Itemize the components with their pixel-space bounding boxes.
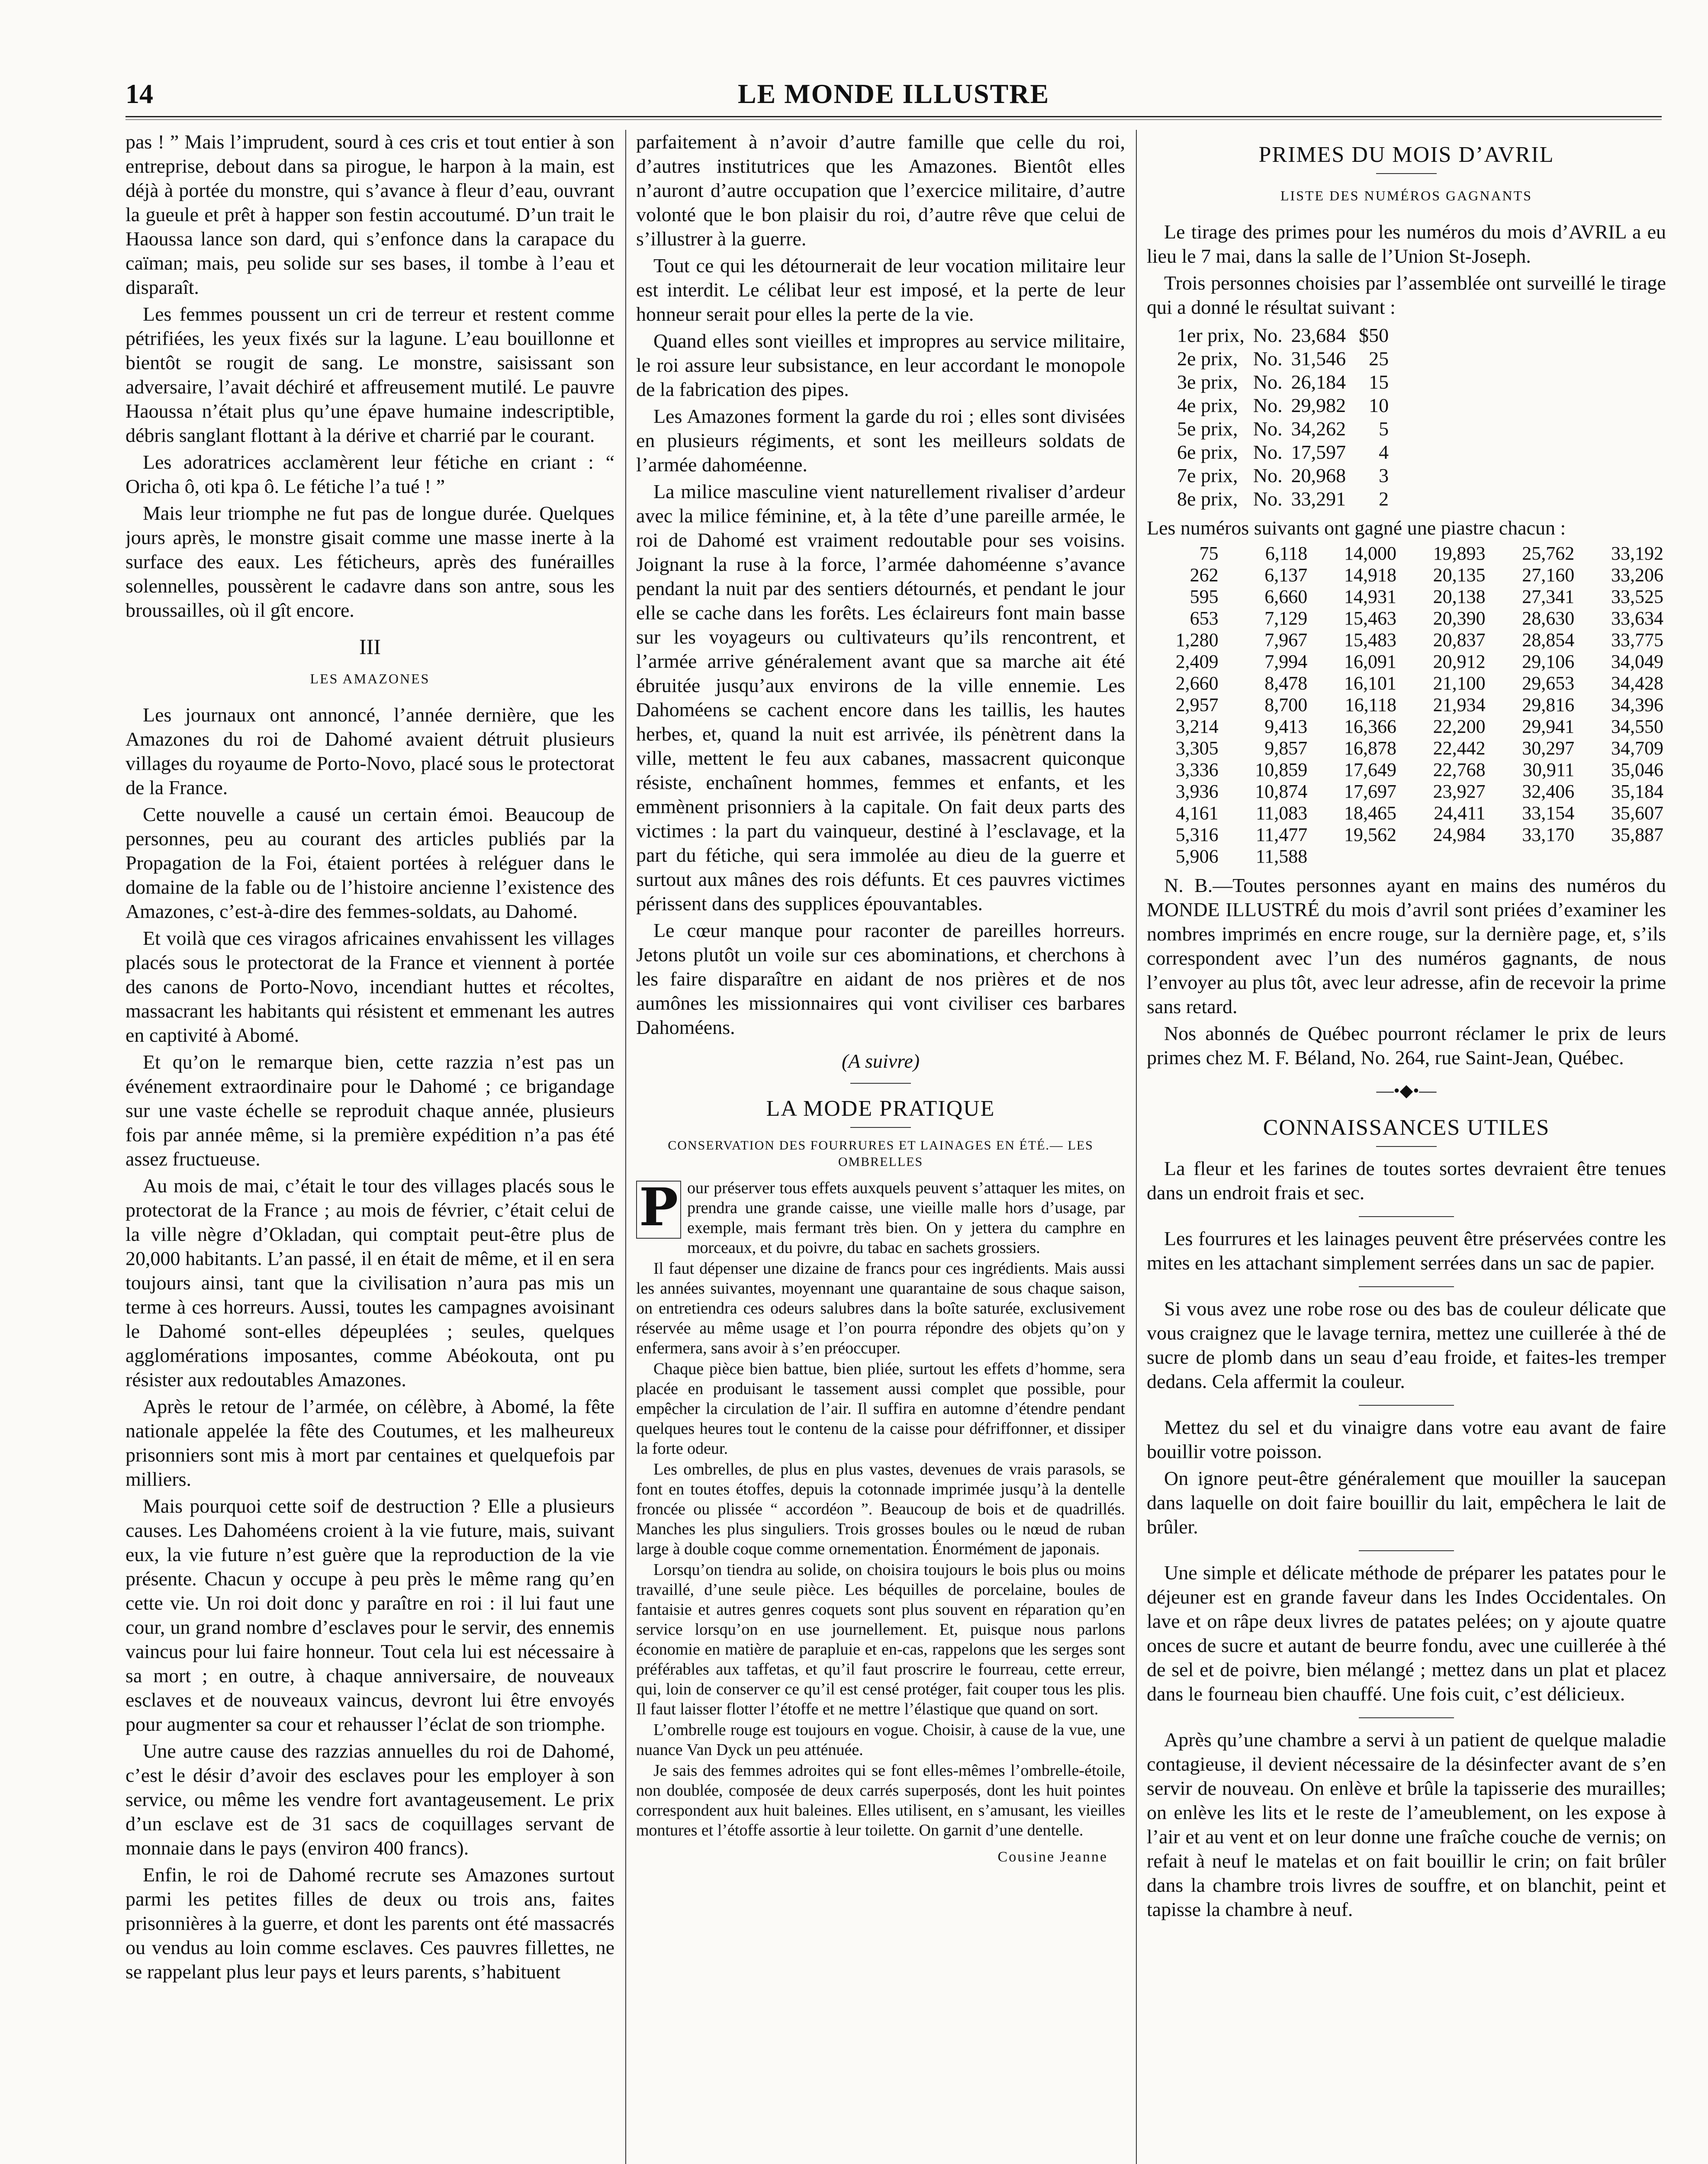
winning-number: 35,887 [1611, 824, 1663, 845]
winning-number: 20,138 [1433, 586, 1486, 607]
winning-number: 29,653 [1522, 673, 1575, 694]
prize-rank: 1er prix, [1177, 324, 1245, 346]
page-header [125, 78, 1662, 117]
divider [850, 1127, 911, 1128]
number-row [1147, 716, 1666, 737]
paragraph: Mais leur triomphe ne fut pas de longue durée. Quelques jours après, le monstre gisait comme une masse inerte à la surface des eaux. Les féticheurs, après des funérailles solennelles, poussèrent le cadavre dans son antre, sous les broussailles, où il gît encore. [125, 502, 614, 621]
winning-number: 24,411 [1434, 802, 1486, 824]
paragraph: L’ombrelle rouge est toujours en vogue. Choisir, à cause de la vue, une nuance Van Dyck un peu atténuée. [636, 1721, 1125, 1759]
prize-amount: $50 [1359, 324, 1389, 346]
prize-row [1173, 417, 1393, 441]
winning-number: 11,588 [1255, 846, 1308, 867]
winning-number [1310, 846, 1399, 867]
prize-row [1173, 441, 1393, 464]
number-row [1147, 781, 1666, 802]
mode-subhead: CONSERVATION DES FOURRURES ET LAINAGES EN ÉTÉ.— LES OMBRELLES [668, 1138, 1094, 1169]
winning-number: 27,160 [1522, 564, 1575, 586]
winning-number: 10,874 [1255, 781, 1308, 802]
signature: Cousine Jeanne [997, 1849, 1108, 1865]
drop-cap: P [636, 1181, 681, 1239]
winning-number: 7,994 [1264, 651, 1308, 672]
list-subhead: LISTE DES NUMÉROS GAGNANTS [1280, 188, 1532, 203]
winning-number: 6,660 [1264, 586, 1308, 607]
prize-number: 29,982 [1291, 394, 1346, 416]
number-row [1147, 824, 1666, 846]
winning-number: 2,409 [1175, 651, 1219, 672]
winning-number: 3,936 [1175, 781, 1219, 802]
ornament-icon: —•◆•— [1376, 1081, 1437, 1100]
paragraph: Il faut dépenser une dizaine de francs pour ces ingrédients. Mais aussi les années suivantes, moyennant une quarantaine de sous chaque saison, on entretiendra ces odeurs salubres dans la boîte saturée, exclusivement réservée au même usage et l’on pourra répondre des objets qu’on y enfermera, sans avoir à s’en préoccuper. [636, 1259, 1125, 1357]
prize-amount: 2 [1379, 488, 1389, 510]
paragraph: Le tirage des primes pour les numéros du mois d’AVRIL a eu lieu le 7 mai, dans la salle de l’Union St-Joseph. [1147, 221, 1666, 267]
divider [1359, 1286, 1454, 1287]
prize-amount: 15 [1369, 371, 1389, 393]
winning-number: 25,762 [1522, 543, 1575, 564]
prize-row [1173, 487, 1393, 511]
paragraph: Les Amazones forment la garde du roi ; elles sont divisées en plusieurs régiments, et sont les meilleurs soldats de l’armée dahoméenne. [636, 405, 1125, 476]
winning-number: 34,709 [1611, 737, 1663, 759]
winning-number: 9,857 [1264, 737, 1308, 759]
winning-number: 34,049 [1611, 651, 1663, 672]
winning-number: 28,854 [1522, 629, 1575, 650]
winning-number: 34,428 [1611, 673, 1663, 694]
prize-amount: 5 [1379, 418, 1389, 440]
winning-number: 4,161 [1175, 802, 1219, 824]
paragraph: Enfin, le roi de Dahomé recrute ses Amazones surtout parmi les petites filles de deux ou trois ans, faites prisonnières à la guerre, et dont les parents ont été massacrés ou vendus au loin comme esclaves. Ces pauvres fillettes, ne se rappelant plus leur pays et leurs parents, s’habituent [125, 1864, 614, 1983]
paragraph [636, 1178, 1125, 1258]
prize-rank: 5e prix, [1177, 418, 1238, 440]
number-row [1147, 737, 1666, 759]
winning-number: 29,816 [1522, 694, 1575, 715]
prize-row [1173, 464, 1393, 487]
paragraph: parfaitement à n’avoir d’autre famille que celle du roi, d’autres institutrices que les Amazones. Bientôt elles n’auront d’autre occupation que l’exercice militaire, d’autre volonté que le bon plaisir du roi, d’autre rêve que celui de s’illustrer à la guerre. [636, 131, 1125, 250]
mode-article [636, 1178, 1125, 1867]
divider [1359, 1717, 1454, 1718]
prize-no: No. [1253, 441, 1283, 463]
winning-number: 3,214 [1175, 716, 1219, 737]
prize-number: 33,291 [1291, 488, 1346, 510]
winning-number: 21,934 [1433, 694, 1486, 715]
number-row [1147, 543, 1666, 564]
paragraph: Et voilà que ces viragos africaines envahissent les villages placés sous le protectorat de la France et viennent à portée des canons de Porto-Novo, incendiant huttes et récoltes, massacrant les habitants qui résistent et emmenant les autres en captivité à Abomé. [125, 927, 614, 1046]
number-row [1147, 586, 1666, 608]
winning-number: 3,336 [1175, 759, 1219, 780]
paragraph: Une autre cause des razzias annuelles du roi de Dahomé, c’est le désir d’avoir des esclaves pour les employer à son service, ou même les vendre fort avantageusement. Le prix d’un esclave est de 31 sacs de coquillages servant de monnaie dans le pays (environ 400 francs). [125, 1740, 614, 1859]
page-number: 14 [125, 78, 153, 109]
tip: On ignore peut-être généralement que mouiller la saucepan dans laquelle on doit faire bouillir du lait, empêchera le lait de brûler. [1147, 1467, 1666, 1538]
tip: Mettez du sel et du vinaigre dans votre eau avant de faire bouillir votre poisson. [1147, 1416, 1666, 1462]
winning-number: 6,137 [1264, 564, 1308, 586]
paragraph: Tout ce qui les détournerait de leur vocation militaire leur est interdit. Le célibat leur est imposé, et la perte de leur honneur serait pour elles la perte de la vie. [636, 254, 1125, 325]
connaissances-title: CONNAISSANCES UTILES [1263, 1115, 1550, 1140]
winning-number: 34,550 [1611, 716, 1663, 737]
winning-number: 29,106 [1522, 651, 1575, 672]
prize-rank: 3e prix, [1177, 371, 1238, 393]
winning-number: 2,660 [1175, 673, 1219, 694]
paragraph: Et qu’on le remarque bien, cette razzia n’est pas un événement extraordinaire pour le Dahomé ; ce brigandage sur une vaste échelle se reproduit chaque année, plusieurs fois par année même, si la première expédition n’a pas été assez fructueuse. [125, 1051, 614, 1170]
masthead: LE MONDE ILLUSTRE [737, 78, 1050, 109]
winning-number: 16,118 [1345, 694, 1396, 715]
winning-number: 20,135 [1433, 564, 1486, 586]
winning-number: 35,607 [1611, 802, 1663, 824]
winning-number: 33,192 [1611, 543, 1663, 564]
section-number: III [359, 634, 381, 659]
number-row [1147, 673, 1666, 694]
divider [1359, 1550, 1454, 1551]
winning-number: 35,184 [1611, 781, 1663, 802]
prize-no: No. [1253, 324, 1283, 346]
winning-number: 15,483 [1344, 629, 1396, 650]
winning-number: 11,477 [1255, 824, 1308, 845]
prize-no: No. [1253, 394, 1283, 416]
winning-number: 16,101 [1344, 673, 1396, 694]
prize-number: 26,184 [1291, 371, 1346, 393]
winning-number: 34,396 [1611, 694, 1663, 715]
winning-number: 75 [1199, 543, 1219, 564]
prize-row [1173, 347, 1393, 370]
winning-number: 9,413 [1264, 716, 1308, 737]
winning-number [1399, 846, 1488, 867]
paragraph: Au mois de mai, c’était le tour des villages placés sous le protectorat de la France ; au mois de février, c’était celui de la ville nègre d’Okladan, qui comptait peut-être plus de 20,000 habitants. L’an passé, il en était de même, et il en sera toujours ainsi, tant que la civilisation n’aura pas mis un terme à ces horreurs. Aussi, toutes les campagnes avoisinant le Dahomé sont-elles dépeuplées ; seules, quelques agglomérations imposantes, comme Abéokouta, ont pu résister aux redoutables Amazones. [125, 1175, 614, 1391]
number-row [1147, 564, 1666, 586]
number-row [1147, 846, 1666, 867]
number-row [1147, 608, 1666, 629]
number-row [1147, 694, 1666, 716]
divider [1376, 173, 1437, 174]
winning-number: 33,206 [1611, 564, 1663, 586]
winning-number: 10,859 [1255, 759, 1308, 780]
paragraph: N. B.—Toutes personnes ayant en mains des numéros du MONDE ILLUSTRÉ du mois d’avril sont priées d’examiner les nombres imprimés en encre rouge, sur la dernière page, et, s’ils correspondent avec l’un des numéros gagnants, de nous l’envoyer au plus tôt, avec leur adresse, afin de recevoir la prime sans retard. [1147, 874, 1666, 1018]
header-rule [125, 116, 1662, 120]
prize-amount: 10 [1369, 394, 1389, 416]
primes-title: PRIMES DU MOIS D’AVRIL [1258, 142, 1554, 167]
winning-number: 16,878 [1344, 737, 1396, 759]
winning-number: 33,775 [1611, 629, 1663, 650]
winning-number [1488, 846, 1577, 867]
winning-number: 19,893 [1433, 543, 1486, 564]
winning-number: 20,837 [1433, 629, 1486, 650]
winning-number: 33,634 [1611, 608, 1663, 629]
winning-number: 5,906 [1175, 846, 1219, 867]
winning-number: 18,465 [1344, 802, 1396, 824]
paragraph: Trois personnes choisies par l’assemblée ont surveillé le tirage qui a donné le résultat suivant : [1147, 272, 1666, 318]
paragraph: Les numéros suivants ont gagné une piastre chacun : [1147, 517, 1566, 539]
winning-number: 29,941 [1522, 716, 1575, 737]
tip: La fleur et les farines de toutes sortes devraient être tenues dans un endroit frais et sec. [1147, 1157, 1666, 1204]
prize-number: 20,968 [1291, 464, 1346, 486]
paragraph: Mais pourquoi cette soif de destruction ? Elle a plusieurs causes. Les Dahoméens croient à la vie future, mais, suivant eux, la vie future n’est guère que la reproduction de la vie présente. Chacun y occupe à peu près le même rang qu’en cette vie. Un roi doit donc y paraître en roi : il lui faut une cour, un grand nombre d’esclaves pour le servir, des ennemis vaincus pour lui faire honneur. Tout cela lui est nécessaire à sa mort ; en outre, à chaque anniversaire, de nouveaux esclaves et de nouveaux vaincus, devront lui être envoyés pour augmenter sa cour et rehausser l’éclat de son triomphe. [125, 1495, 614, 1735]
paragraph: Quand elles sont vieilles et impropres au service militaire, le roi assure leur subsistance, en leur accordant le monopole de la fabrication des pipes. [636, 330, 1125, 400]
winning-number [1577, 846, 1666, 867]
winning-number: 262 [1190, 564, 1219, 586]
winning-number: 20,390 [1433, 608, 1486, 629]
winning-number: 33,170 [1522, 824, 1575, 845]
prize-no: No. [1253, 464, 1283, 486]
winning-number: 6,118 [1265, 543, 1308, 564]
prize-amount: 4 [1379, 441, 1389, 463]
prize-number: 34,262 [1291, 418, 1346, 440]
winning-number: 3,305 [1175, 737, 1219, 759]
winning-number: 22,768 [1433, 759, 1486, 780]
number-row [1147, 651, 1666, 673]
winning-number: 23,927 [1433, 781, 1486, 802]
winning-number: 14,000 [1344, 543, 1396, 564]
winning-number: 2,957 [1175, 694, 1219, 715]
paragraph: Nos abonnés de Québec pourront réclamer le prix de leurs primes chez M. F. Béland, No. 264, rue Saint-Jean, Québec. [1147, 1022, 1666, 1069]
tip: Après qu’une chambre a servi à un patient de quelque maladie contagieuse, il devient nécessaire de la désinfecter avant de s’en servir de nouveau. On enlève et brûle la tapisserie des murailles; on enlève les lits et le reste de l’ameublement, on les expose à l’air et au vent et on leur donne une fraîche couche de vernis; on refait à neuf le matelas et on fait bouillir le crin; on fait brûler dans la chambre trois livres de souffre, et on blanchit, peint et tapisse la chambre à neuf. [1147, 1729, 1666, 1920]
prize-rank: 2e prix, [1177, 348, 1238, 370]
paragraph: Les femmes poussent un cri de terreur et restent comme pétrifiées, les yeux fixés sur la lagune. L’eau bouillonne et bientôt se rougit de sang. Le monstre, saisissant son adversaire, l’avait déchiré et affreusement mutilé. Le pauvre Haoussa n’était plus qu’une épave humaine indescriptible, débris sanglant flottant à la dérive et charrié par le courant. [125, 303, 614, 446]
prize-no: No. [1253, 418, 1283, 440]
mode-title: LA MODE PRATIQUE [766, 1096, 995, 1121]
prize-no: No. [1253, 371, 1283, 393]
number-row [1147, 629, 1666, 651]
paragraph: Les journaux ont annoncé, l’année dernière, que les Amazones du roi de Dahomé avaient détruit plusieurs villages du royaume de Porto-Novo, placé sous le protectorat de la France. [125, 704, 614, 799]
winning-number: 8,478 [1264, 673, 1308, 694]
paragraph: La milice masculine vient naturellement rivaliser d’ardeur avec la milice féminine, et, à la tête d’une pareille armée, le roi de Dahomé est vraiment redoutable pour ses voisins. Joignant la ruse à la force, l’armée dahoméenne s’avance pendant la nuit par des sentiers détournés, et pendant le jour elle se cache dans les forêts. Les éclaireurs font main basse sur les voyageurs ou cultivateurs qu’ils rencontrent, et l’armée arrive généralement avant que sa marche ait été ébruitée jusqu’aux environs de la ville ennemie. Les Dahoméens se cachent encore dans les taillis, les hautes herbes, et, quand la nuit est arrivée, ils pénètrent dans la ville, mettent le feu aux cabanes, massacrent quiconque résiste, enchaînent hommes, femmes et enfants, et les emmènent prisonniers à la capitale. On fait deux parts des victimes : la part du vainqueur, destiné à l’esclavage, et la part du fétiche, qui sera immolée au dieu de la guerre et surtout aux mânes des rois défunts. Et ces pauvres victimes périssent dans des supplices épouvantables. [636, 480, 1125, 915]
prize-rank: 8e prix, [1177, 488, 1238, 510]
divider [1376, 1146, 1437, 1147]
winning-number: 17,697 [1344, 781, 1396, 802]
winning-number: 22,200 [1433, 716, 1486, 737]
prize-rank: 6e prix, [1177, 441, 1238, 463]
winning-number: 33,154 [1522, 802, 1575, 824]
winning-number: 33,525 [1611, 586, 1663, 607]
prize-rank: 4e prix, [1177, 394, 1238, 416]
prize-no: No. [1253, 488, 1283, 510]
winning-number: 22,442 [1433, 737, 1486, 759]
divider [1359, 1216, 1454, 1217]
winning-number: 595 [1190, 586, 1219, 607]
prize-table [1173, 324, 1393, 511]
paragraph: pas ! ” Mais l’imprudent, sourd à ces cris et tout entier à son entreprise, debout dans sa pirogue, le harpon à la main, est déjà à portée du monstre, qui s’avance à fleur d’eau, ouvrant la gueule et prêt à happer son festin accoutumé. D’un trait le Haoussa lance son dard, qui s’enfonce dans la carapace du caïman; mais, peu solide sur ses bases, il tombe à l’eau et disparaît. [125, 131, 614, 298]
winning-number: 21,100 [1433, 673, 1486, 694]
to-be-continued: (A suivre) [841, 1050, 920, 1072]
prize-row [1173, 324, 1393, 347]
winning-numbers-table [1147, 543, 1666, 867]
number-row [1147, 759, 1666, 781]
divider [850, 1083, 911, 1084]
column-rule [1136, 130, 1137, 2164]
winning-number: 14,918 [1344, 564, 1396, 586]
winning-number: 27,341 [1522, 586, 1575, 607]
number-row [1147, 802, 1666, 824]
prize-number: 31,546 [1291, 348, 1346, 370]
winning-number: 30,911 [1522, 759, 1575, 780]
winning-number: 11,083 [1255, 802, 1308, 824]
prize-amount: 25 [1369, 348, 1389, 370]
winning-number: 1,280 [1175, 629, 1219, 650]
winning-number: 8,700 [1264, 694, 1308, 715]
winning-number: 17,649 [1344, 759, 1396, 780]
paragraph: Les ombrelles, de plus en plus vastes, devenues de vrais parasols, se font en toutes étoffes, depuis la cotonnade imprimée jusqu’à la dentelle froncée ou plissée “ accordéon ”. Beaucoup de bois et de quadrillés. Manches les plus singuliers. Trois grosses boules ou le nœud de ruban large à double coque comme ornementation. Énormément de japonais. [636, 1460, 1125, 1558]
prize-rank: 7e prix, [1177, 464, 1238, 486]
paragraph: Les adoratrices acclamèrent leur fétiche en criant : “ Oricha ô, oti kpa ô. Le fétiche l’a tué ! ” [125, 451, 614, 497]
divider [1359, 1405, 1454, 1406]
winning-number: 15,463 [1344, 608, 1396, 629]
paragraph: Après le retour de l’armée, on célèbre, à Abomé, la fête nationale appelée la fête des Coutumes, et les malheureux prisonniers sont mis à mort par centaines et quelquefois par milliers. [125, 1395, 614, 1490]
section-title: LES AMAZONES [310, 671, 430, 686]
prize-number: 23,684 [1291, 324, 1346, 346]
column-rule [625, 130, 626, 2164]
paragraph: Je sais des femmes adroites qui se font elles-mêmes l’ombrelle-étoile, non doublée, composée de deux carrés superposés, dont les huit pointes correspondent aux huit baleines. Elles utilisent, en s’amusant, les vieilles montures et l’étoffe assortie à leur toilette. On garnit d’une dentelle. [636, 1761, 1125, 1839]
paragraph-text: our préserver tous effets auxquels peuvent s’attaquer les mites, on prendra une grande caisse, une vieille malle hors d’usage, par exemple, mais fermant très bien. On y jettera du camphre en morceaux, et du poivre, du tabac en sachets grossiers. [687, 1179, 1125, 1257]
column-right [1147, 130, 1666, 2164]
winning-number: 7,129 [1264, 608, 1308, 629]
winning-number: 24,984 [1433, 824, 1486, 845]
winning-number: 7,967 [1264, 629, 1308, 650]
tip: Si vous avez une robe rose ou des bas de couleur délicate que vous craignez que le lavage ternira, mettez une cuillerée à thé de sucre de plomb dans un seau d’eau froide, et faites-les tremper dedans. Cela affermit la couleur. [1147, 1298, 1666, 1392]
winning-number: 28,630 [1522, 608, 1575, 629]
prize-no: No. [1253, 348, 1283, 370]
paragraph: Le cœur manque pour raconter de pareilles horreurs. Jetons plutôt un voile sur ces abominations, et cherchons à les faire disparaître en aidant de nos prières et de nos aumônes les missionnaires qui vont civiliser ces barbares Dahoméens. [636, 919, 1125, 1038]
prize-amount: 3 [1379, 464, 1389, 486]
column-left [125, 130, 614, 2164]
paragraph: Cette nouvelle a causé un certain émoi. Beaucoup de personnes, peu au courant des articles publiés par la Propagation de la Foi, étaient portées à reléguer dans le domaine de la fable ou de l’histoire ancienne l’existence des Amazones, c’est-à-dire des femmes-soldats, au Dahomé. [125, 803, 614, 922]
winning-number: 30,297 [1522, 737, 1575, 759]
winning-number: 19,562 [1344, 824, 1396, 845]
winning-number: 16,366 [1344, 716, 1396, 737]
paragraph: Lorsqu’on tiendra au solide, on choisira toujours le bois plus ou moins travaillé, d’une seule pièce. Les béquilles de porcelaine, boules de fantaisie et autres genres coquets sont plus souvent en réparation qu’en service lorsqu’on en use journellement. Et, puisque nous parlons économie en matière de parapluie et en-cas, rappelons que les serges sont préférables aux taffetas, et qu’il faut proscrire le fourreau, cette erreur, qui, loin de conserver ce qu’il est censé protéger, fait couper tous les plis. Il faut laisser flotter l’étoffe et ne mettre l’élastique que quand on sort. [636, 1561, 1125, 1718]
winning-number: 653 [1190, 608, 1219, 629]
tip: Les fourrures et les lainages peuvent être préservées contre les mites en les attachant simplement serrées dans un sac de papier. [1147, 1227, 1666, 1274]
prize-row [1173, 394, 1393, 417]
winning-number: 16,091 [1344, 651, 1396, 672]
prize-number: 17,597 [1291, 441, 1346, 463]
paragraph: Chaque pièce bien battue, bien pliée, surtout les effets d’homme, sera placée en produisant le tassement aussi complet que possible, pour empêcher la circulation de l’air. Il suffira en automne d’étendre pendant quelques heures tout le contenu de la caisse pour défriffonner, et dissiper la forte odeur. [636, 1360, 1125, 1458]
winning-number: 35,046 [1611, 759, 1663, 780]
winning-number: 32,406 [1522, 781, 1575, 802]
column-middle [636, 130, 1125, 2164]
winning-number: 5,316 [1175, 824, 1219, 845]
winning-number: 20,912 [1433, 651, 1486, 672]
tip: Une simple et délicate méthode de préparer les patates pour le déjeuner est en grande faveur dans les Indes Occidentales. On lave et on râpe deux livres de patates pelées; on y ajoute quatre onces de sucre et autant de beurre fondu, avec une cuillerée à thé de sel et de poivre, bien mélangé ; mettez dans un plat et placez dans le fourneau bien chauffé. Une fois cuit, c’est délicieux. [1147, 1562, 1666, 1705]
winning-number: 14,931 [1344, 586, 1396, 607]
prize-row [1173, 370, 1393, 394]
